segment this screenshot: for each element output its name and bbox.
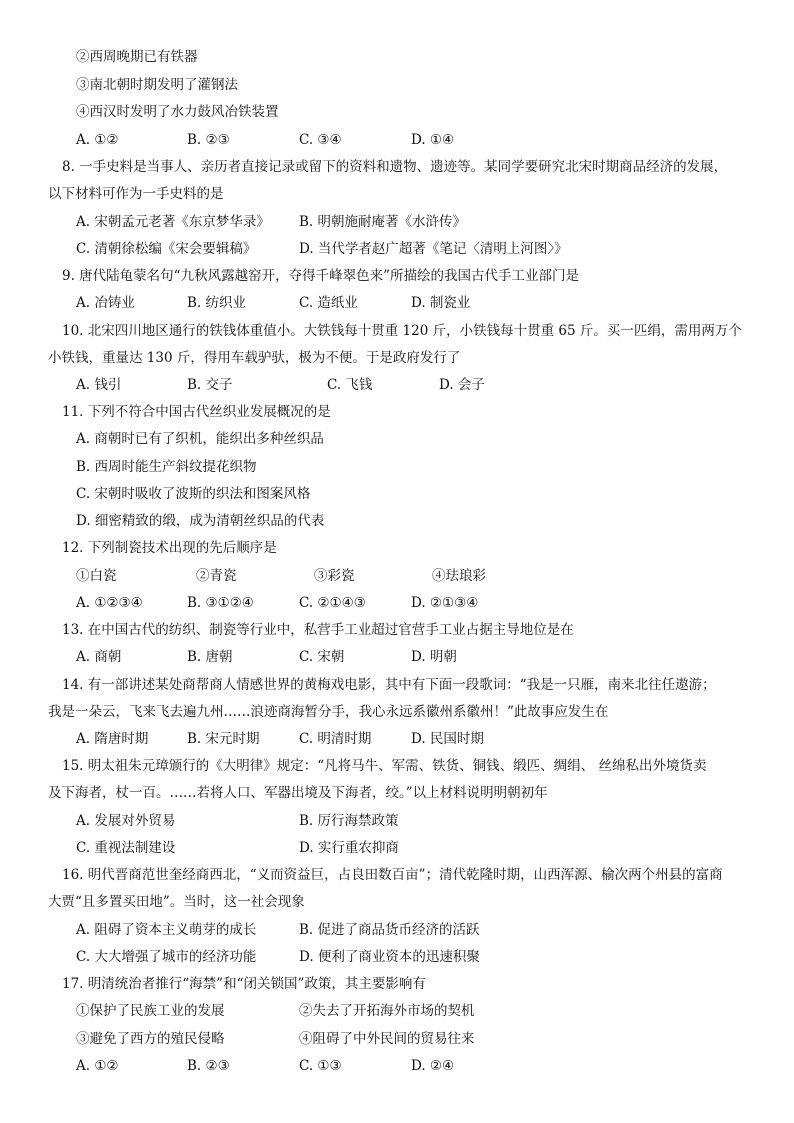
q7-option-a: A. ①② <box>76 132 119 148</box>
q7-option-d: D. ①④ <box>411 132 455 148</box>
q14-option-d: D. 民国时期 <box>411 731 484 747</box>
q16-option-a: A. 阻碍了资本主义萌芽的成长 <box>76 922 257 938</box>
q17-statement-1: ①保护了民族工业的发展 <box>76 1003 225 1019</box>
q13-option-c: C. 宋朝 <box>299 649 345 665</box>
q17-option-b: B. ②③ <box>187 1058 230 1074</box>
q16-stem-cont: 大贾“且多置买田地”。当时，这一社会现象 <box>48 894 305 910</box>
q15-stem: 15. 明太祖朱元璋颁行的《大明律》规定：“凡将马牛、军需、铁货、铜钱、缎匹、绸绢、 丝绵私出外境货卖 <box>62 758 707 774</box>
q12-option-b: B. ③①②④ <box>187 595 254 611</box>
q16-option-d: D. 便利了商业资本的迅速积聚 <box>299 949 480 965</box>
q7-option-c: C. ③④ <box>299 132 342 148</box>
q15-option-d: D. 实行重农抑商 <box>299 840 399 856</box>
q15-option-c: C. 重视法制建设 <box>76 840 176 856</box>
q11-option-d: D. 细密精致的缎，成为清朝丝织品的代表 <box>76 513 325 529</box>
q12-item-3: ③彩瓷 <box>314 568 355 584</box>
q9-stem: 9. 唐代陆龟蒙名句“九秋风露越窑开，夺得千峰翠色来”所描绘的我国古代手工业部门是 <box>62 268 579 284</box>
q8-stem: 8. 一手史料是当事人、亲历者直接记录或留下的资料和遗物、遗迹等。某同学要研究北宋时期商品经济的发展， <box>62 159 728 175</box>
q12-option-c: C. ②①④③ <box>299 595 366 611</box>
q14-option-a: A. 隋唐时期 <box>76 731 149 747</box>
q14-option-c: C. 明清时期 <box>299 731 372 747</box>
q8-option-d: D. 当代学者赵广超著《笔记〈清明上河图〉》 <box>299 241 568 257</box>
q17-statement-4: ④阻碍了中外民间的贸易往来 <box>299 1031 475 1047</box>
q13-option-b: B. 唐朝 <box>187 649 233 665</box>
q15-stem-cont: 及下海者，杖一百。……若将人口、军器出境及下海者，绞。”以上材料说明明朝初年 <box>48 785 548 801</box>
q9-option-a: A. 冶铸业 <box>76 295 135 311</box>
q7-option-b: B. ②③ <box>187 132 230 148</box>
q7-statement-4: ④西汉时发明了水力鼓风冶铁装置 <box>76 104 279 120</box>
q17-statement-3: ③避免了西方的殖民侵略 <box>76 1031 225 1047</box>
q14-option-b: B. 宋元时期 <box>187 731 260 747</box>
q11-option-c: C. 宋朝时吸收了波斯的织法和图案风格 <box>76 486 311 502</box>
q15-option-b: B. 厉行海禁政策 <box>299 813 399 829</box>
q7-statement-2: ②西周晚期已有铁器 <box>76 49 198 65</box>
q9-option-d: D. 制瓷业 <box>411 295 471 311</box>
q14-stem: 14. 有一部讲述某处商帮商人情感世界的黄梅戏电影，其中有下面一段歌词：“我是一只雁，南来北往任遨游； <box>62 677 716 693</box>
q12-item-4: ④珐琅彩 <box>432 568 486 584</box>
q10-option-a: A. 钱引 <box>76 377 122 393</box>
q8-option-a: A. 宋朝孟元老著《东京梦华录》 <box>76 214 270 230</box>
q9-option-b: B. 纺织业 <box>187 295 247 311</box>
q11-option-a: A. 商朝时已有了织机，能织出多种丝织品 <box>76 431 324 447</box>
q17-option-c: C. ①③ <box>299 1058 342 1074</box>
q8-stem-cont: 以下材料可作为一手史料的是 <box>48 186 224 202</box>
q16-option-c: C. 大大增强了城市的经济功能 <box>76 949 257 965</box>
q10-option-d: D. 会子 <box>439 377 485 393</box>
q14-stem-cont: 我是一朵云，飞来飞去遍九州……浪迹商海暂分手，我心永远系徽州系徽州！”此故事应发生在 <box>48 704 609 720</box>
q9-option-c: C. 造纸业 <box>299 295 358 311</box>
q8-option-c: C. 清朝徐松编《宋会要辑稿》 <box>76 241 257 257</box>
q12-option-d: D. ②①③④ <box>411 595 479 611</box>
q8-option-b: B. 明朝施耐庵著《水浒传》 <box>299 214 467 230</box>
q17-statement-2: ②失去了开拓海外市场的契机 <box>299 1003 475 1019</box>
q13-option-d: D. 明朝 <box>411 649 457 665</box>
q17-stem: 17. 明清统治者推行“海禁”和“闭关锁国”政策，其主要影响有 <box>62 976 426 992</box>
q10-stem-cont: 小铁钱，重量达 130 斤，得用车载驴驮，极为不便。于是政府发行了 <box>48 350 461 366</box>
q16-stem: 16. 明代晋商范世奎经商西北，“义而资益巨，占良田数百亩”；清代乾隆时期，山西浑源、榆次两个州县的富商 <box>62 867 723 883</box>
q11-option-b: B. 西周时能生产斜纹提花织物 <box>76 459 257 475</box>
q10-stem: 10. 北宋四川地区通行的铁钱体重值小。大铁钱每十贯重 120 斤，小铁钱每十贯重 65 斤。买一匹绢，需用两万个 <box>62 323 742 339</box>
q17-option-a: A. ①② <box>76 1058 119 1074</box>
q12-stem: 12. 下列制瓷技术出现的先后顺序是 <box>62 540 277 556</box>
q15-option-a: A. 发展对外贸易 <box>76 813 176 829</box>
q7-statement-3: ③南北朝时期发明了灌钢法 <box>76 77 238 93</box>
q13-option-a: A. 商朝 <box>76 649 122 665</box>
q12-item-2: ②青瓷 <box>196 568 237 584</box>
q10-option-c: C. 飞钱 <box>327 377 373 393</box>
q10-option-b: B. 交子 <box>187 377 233 393</box>
q13-stem: 13. 在中国古代的纺织、制瓷等行业中，私营手工业超过官营手工业占据主导地位是在 <box>62 622 574 638</box>
q12-item-1: ①白瓷 <box>76 568 117 584</box>
q17-option-d: D. ②④ <box>411 1058 455 1074</box>
q16-option-b: B. 促进了商品货币经济的活跃 <box>299 922 480 938</box>
q12-option-a: A. ①②③④ <box>76 595 143 611</box>
q11-stem: 11. 下列不符合中国古代丝织业发展概况的是 <box>62 404 331 420</box>
